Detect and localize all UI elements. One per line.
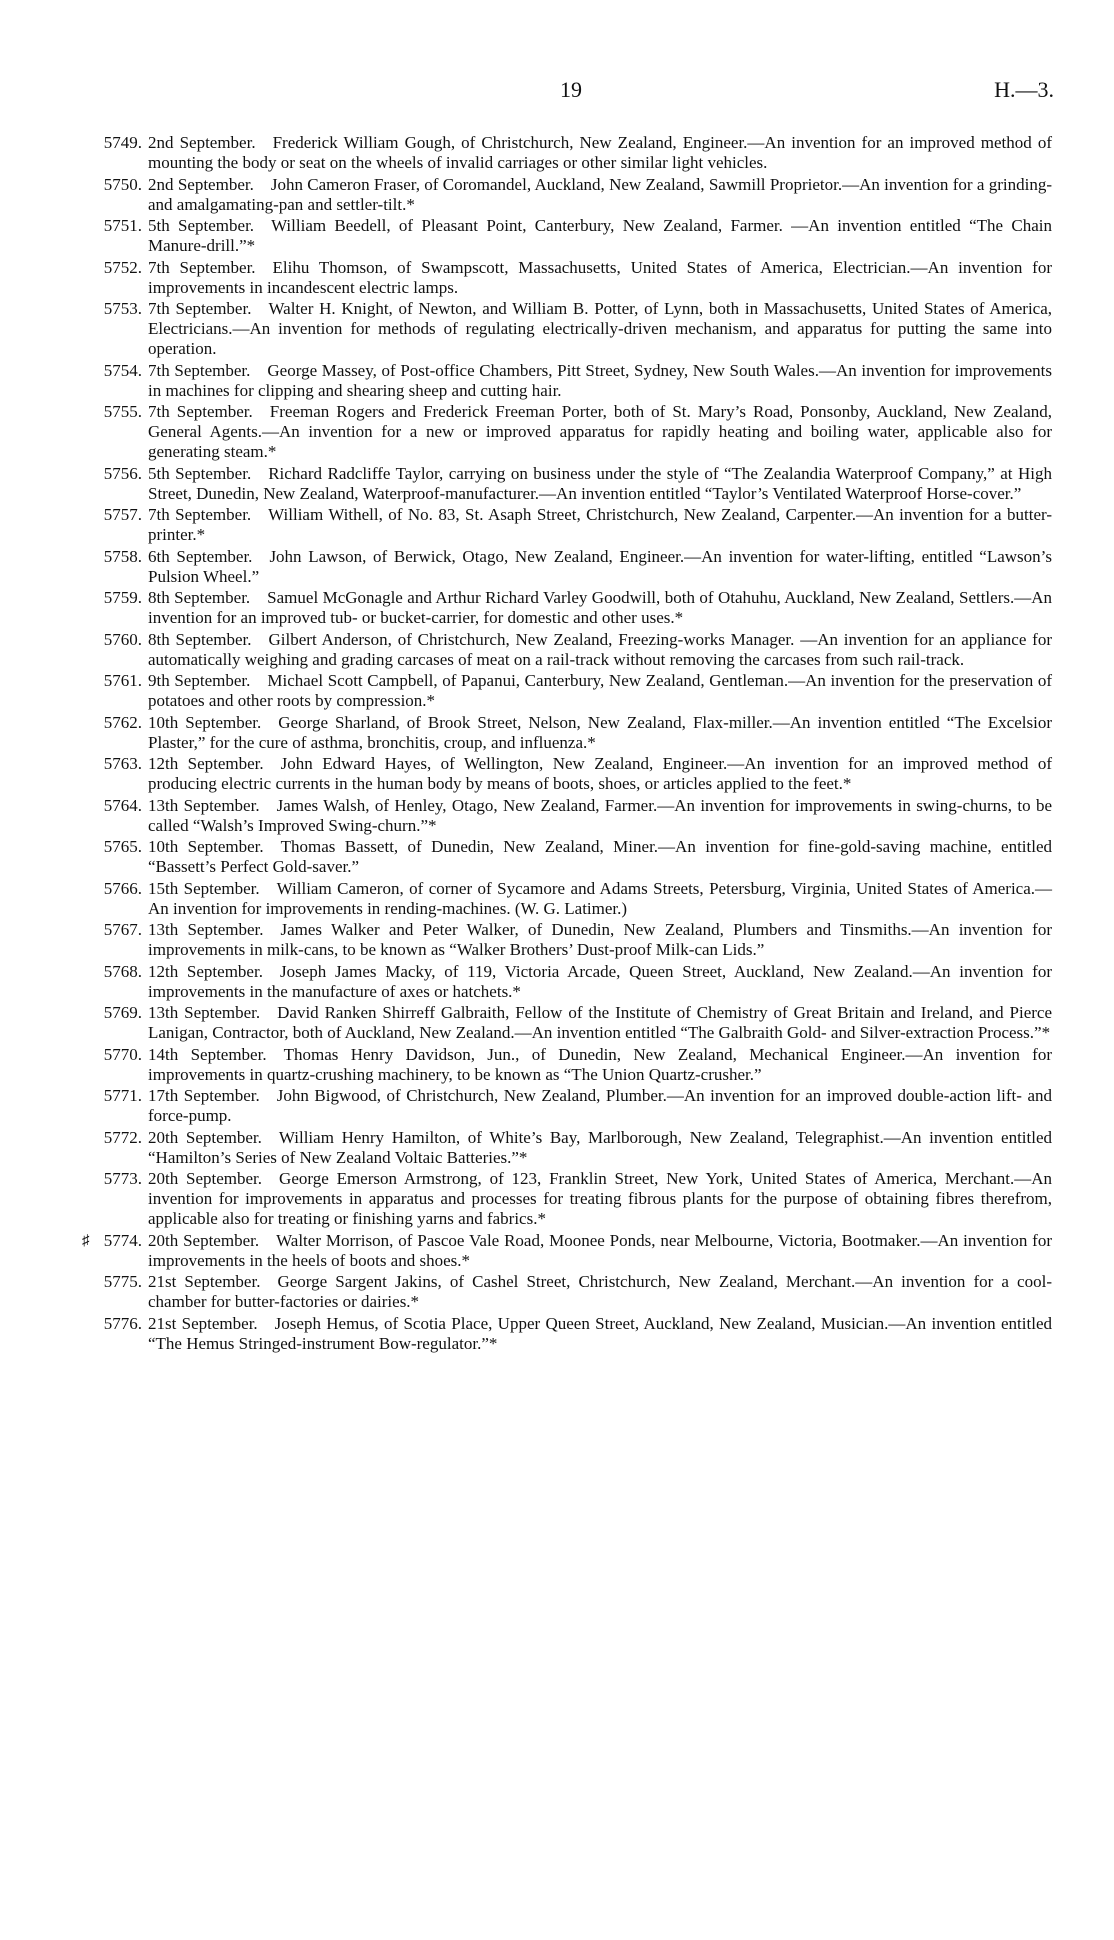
entry-text: George Sharland, of Brook Street, Nelson, New Zealand, Flax-miller.—An invention entitled “The Excelsior Plaster,” for the cure of asthma, bronchitis, croup, and influenza.* xyxy=(148,712,1052,752)
entry-number: 5752. xyxy=(103,257,142,277)
entry-number: 5749. xyxy=(103,133,142,152)
entry-date: 20th September. xyxy=(148,1169,263,1188)
patent-entry xyxy=(94,920,1052,960)
entry-number: 5763. xyxy=(103,754,142,773)
entry-date: 5th September. xyxy=(148,216,255,235)
entry-date: 20th September. xyxy=(148,1230,260,1250)
entry-text: George Emerson Armstrong, of 123, Franklin Street, New York, United States of America, Merchant.—An invention for improvements in apparatus and processes for treating fibrous plants for the purpose of obtaining fibres therefrom, applicable also for treating or finishing yarns and fabrics.* xyxy=(148,1169,1052,1228)
entry-text: Joseph Hemus, of Scotia Place, Upper Queen Street, Auckland, New Zealand, Musician.—An invention entitled “The Hemus Stringed-instrument Bow-regulator.”* xyxy=(148,1313,1052,1353)
entry-date: 8th September. xyxy=(148,588,251,607)
entry-text: William Cameron, of corner of Sycamore and Adams Streets, Petersburg, Virginia, United States of America.—An invention for improvements in rending-machines. (W. G. Latimer.) xyxy=(148,878,1053,918)
patent-entry xyxy=(94,361,1052,401)
patent-entry xyxy=(94,1314,1052,1354)
entry-text: John Cameron Fraser, of Coromandel, Auckland, New Zealand, Sawmill Proprietor.—An invention for a grinding- and amalgamating-pan and settler-tilt.* xyxy=(148,174,1053,214)
entry-date: 21st September. xyxy=(148,1272,261,1291)
entry-number: 5775. xyxy=(103,1272,142,1291)
patent-entry xyxy=(94,1272,1052,1312)
entry-number: 5762. xyxy=(103,712,142,732)
entry-text: John Bigwood, of Christchurch, New Zealand, Plumber.—An invention for an improved double-action lift- and force-pump. xyxy=(148,1086,1052,1125)
entry-date: 2nd September. xyxy=(148,133,256,152)
entry-date: 13th September. xyxy=(148,920,264,939)
patent-entry xyxy=(94,671,1052,711)
entry-number: 5756. xyxy=(103,463,142,483)
entry-number: 5773. xyxy=(103,1169,142,1188)
entry-number: 5766. xyxy=(103,878,142,898)
entry-number: 5753. xyxy=(103,299,142,318)
entry-date: 12th September. xyxy=(148,754,264,773)
patent-entry xyxy=(94,1045,1052,1085)
entry-date: 6th September. xyxy=(148,546,253,566)
entry-text: Walter H. Knight, of Newton, and William B. Potter, of Lynn, both in Massachusetts, United States of America, Electricians.—An invention for methods of regulating electrically-driven mechanism, and apparatus for putting the same into operation. xyxy=(148,299,1053,358)
entry-text: Walter Morrison, of Pascoe Vale Road, Moonee Ponds, near Melbourne, Victoria, Bootmaker.—An invention for improvements in the heels of boots and shoes.* xyxy=(148,1230,1053,1270)
entry-date: 10th September. xyxy=(148,712,262,732)
entry-date: 7th September. xyxy=(148,402,253,421)
entry-text: Freeman Rogers and Frederick Freeman Porter, both of St. Mary’s Road, Ponsonby, Auckland, New Zealand, General Agents.—An invention for a new or improved apparatus for rapidly heating and boiling water, applicable also for generating steam.* xyxy=(148,402,1053,461)
entry-text: William Henry Hamilton, of White’s Bay, Marlborough, New Zealand, Telegraphist.—An invention entitled “Hamilton’s Series of New Zealand Voltaic Batteries.”* xyxy=(148,1127,1053,1167)
patent-entry xyxy=(94,796,1052,836)
entry-text: Thomas Bassett, of Dunedin, New Zealand, Miner.—An invention for fine-gold-saving machine, entitled “Bassett’s Perfect Gold-saver.” xyxy=(148,837,1053,876)
patent-entry xyxy=(94,754,1052,794)
entry-number: 5771. xyxy=(103,1086,142,1105)
entry-number: 5750. xyxy=(103,174,142,194)
entry-text: Joseph James Macky, of 119, Victoria Arcade, Queen Street, Auckland, New Zealand.—An invention for improvements in the manufacture of axes or hatchets.* xyxy=(148,961,1053,1001)
entry-number: 5757. xyxy=(103,505,142,524)
entry-number: 5758. xyxy=(103,546,142,566)
entry-text: Michael Scott Campbell, of Papanui, Canterbury, New Zealand, Gentleman.—An invention for the preservation of potatoes and other roots by compression.* xyxy=(148,671,1053,710)
entry-text: John Edward Hayes, of Wellington, New Zealand, Engineer.—An invention for an improved method of producing electric currents in the human body by means of boots, shoes, or articles applied to the feet.* xyxy=(148,754,1052,793)
entry-date: 7th September. xyxy=(148,505,252,524)
entry-date: 17th September. xyxy=(148,1086,260,1105)
entry-text: George Sargent Jakins, of Cashel Street, Christchurch, New Zealand, Merchant.—An invention for a cool-chamber for butter-factories or dairies.* xyxy=(148,1272,1052,1311)
entry-date: 8th September. xyxy=(148,629,252,649)
patent-entry xyxy=(94,505,1052,545)
patent-entry xyxy=(94,299,1052,359)
patent-entry xyxy=(94,588,1052,628)
entry-date: 13th September. xyxy=(148,795,260,815)
entry-number: 5754. xyxy=(103,360,142,380)
patent-entries-list xyxy=(82,133,1053,1355)
entry-text: Gilbert Anderson, of Christchurch, New Zealand, Freezing-works Manager. —An invention for an appliance for automatically weighing and grading carcases of meat on a rail-track without removing the carcases from such rail-track. xyxy=(148,629,1052,669)
entry-number: 5764. xyxy=(103,795,142,815)
entry-number: 5772. xyxy=(103,1127,142,1147)
entry-text: Frederick William Gough, of Christchurch, New Zealand, Engineer.—An invention for an improved method of mounting the body or seat on the wheels of invalid carriages or other similar light vehicles. xyxy=(148,133,1052,172)
document-reference: H.—3. xyxy=(994,77,1054,102)
entry-date: 15th September. xyxy=(148,878,260,898)
patent-entry xyxy=(94,547,1052,587)
entry-text: Elihu Thomson, of Swampscott, Massachusetts, United States of America, Electrician.—An invention for improvements in incandescent electric lamps. xyxy=(148,257,1052,297)
patent-entry xyxy=(94,713,1052,753)
entry-text: Richard Radcliffe Taylor, carrying on business under the style of “The Zealandia Waterproof Company,” at High Street, Dunedin, New Zealand, Waterproof-manufacturer.—An invention entitled “Taylor’s Ventilated Waterproof Horse-cover.” xyxy=(148,463,1052,503)
entry-number: 5770. xyxy=(103,1044,142,1064)
entry-text: Thomas Henry Davidson, Jun., of Dunedin, New Zealand, Mechanical Engineer.—An invention for improvements in quartz-crushing machinery, to be known as “The Union Quartz-crusher.” xyxy=(148,1044,1053,1084)
entry-number: 5774. xyxy=(103,1230,142,1250)
patent-entry xyxy=(94,879,1052,919)
entry-text: James Walsh, of Henley, Otago, New Zealand, Farmer.—An invention for improvements in swing-churns, to be called “Walsh’s Improved Swing-churn.”* xyxy=(148,795,1052,835)
entry-date: 10th September. xyxy=(148,837,264,856)
page-number: 19 xyxy=(560,77,582,102)
patent-entry xyxy=(94,1169,1052,1229)
entry-number: 5751. xyxy=(103,216,142,235)
patent-entry xyxy=(94,216,1052,256)
entry-text: David Ranken Shirreff Galbraith, Fellow of the Institute of Chemistry of Great Britain and Ireland, and Pierce Lanigan, Contractor, both of Auckland, New Zealand.—An invention entitled “The Galbraith Gold- and Silver-extraction Process.”* xyxy=(148,1003,1052,1042)
patent-entry xyxy=(94,962,1052,1002)
entry-text: James Walker and Peter Walker, of Dunedin, New Zealand, Plumbers and Tinsmiths.—An invention for improvements in milk-cans, to be known as “Walker Brothers’ Dust-proof Milk-can Lids.” xyxy=(148,920,1052,959)
entry-date: 13th September. xyxy=(148,1003,261,1022)
patent-entry xyxy=(94,837,1052,877)
entry-date: 5th September. xyxy=(148,463,252,483)
entry-text: George Massey, of Post-office Chambers, Pitt Street, Sydney, New South Wales.—An invention for improvements in machines for clipping and shearing sheep and cutting hair. xyxy=(148,360,1053,400)
entry-date: 20th September. xyxy=(148,1127,262,1147)
patent-entry xyxy=(94,175,1052,215)
entry-number: 5767. xyxy=(103,920,142,939)
entry-date: 21st September. xyxy=(148,1313,258,1333)
patent-entry xyxy=(94,402,1052,462)
entry-number: 5759. xyxy=(103,588,142,607)
patent-entry xyxy=(94,630,1052,670)
entry-date: 14th September. xyxy=(148,1044,267,1064)
patent-entry xyxy=(82,1230,1053,1271)
patent-entry xyxy=(94,464,1052,504)
entry-date: 7th September. xyxy=(148,360,251,380)
patent-entry xyxy=(94,1003,1052,1043)
entry-date: 7th September. xyxy=(148,257,256,277)
entry-date: 7th September. xyxy=(148,299,252,318)
entry-number: 5776. xyxy=(103,1313,142,1333)
entry-text: John Lawson, of Berwick, Otago, New Zealand, Engineer.—An invention for water-lifting, entitled “Lawson’s Pulsion Wheel.” xyxy=(148,546,1052,586)
patent-entry xyxy=(94,1128,1052,1168)
entry-number: 5755. xyxy=(103,402,142,421)
entry-text: Samuel McGonagle and Arthur Richard Varley Goodwill, both of Otahuhu, Auckland, New Zealand, Settlers.—An invention for an improved tub- or bucket-carrier, for domestic and other uses.* xyxy=(148,588,1053,627)
entry-number: 5769. xyxy=(103,1003,142,1022)
entry-number: 5765. xyxy=(103,837,142,856)
entry-date: 9th September. xyxy=(148,671,251,690)
entry-number: 5768. xyxy=(103,961,142,981)
patent-entry xyxy=(94,1086,1052,1126)
margin-mark: ♯ xyxy=(82,1232,90,1249)
entry-text: William Withell, of No. 83, St. Asaph Street, Christchurch, New Zealand, Carpenter.—An invention for a butter-printer.* xyxy=(148,505,1052,544)
entry-number: 5761. xyxy=(103,671,142,690)
entry-number: 5760. xyxy=(103,629,142,649)
patent-entry xyxy=(94,258,1052,298)
entry-text: William Beedell, of Pleasant Point, Canterbury, New Zealand, Farmer. —An invention entitled “The Chain Manure-drill.”* xyxy=(148,216,1053,255)
patent-entry xyxy=(94,133,1052,173)
entry-date: 12th September. xyxy=(148,961,263,981)
entry-date: 2nd September. xyxy=(148,174,254,194)
